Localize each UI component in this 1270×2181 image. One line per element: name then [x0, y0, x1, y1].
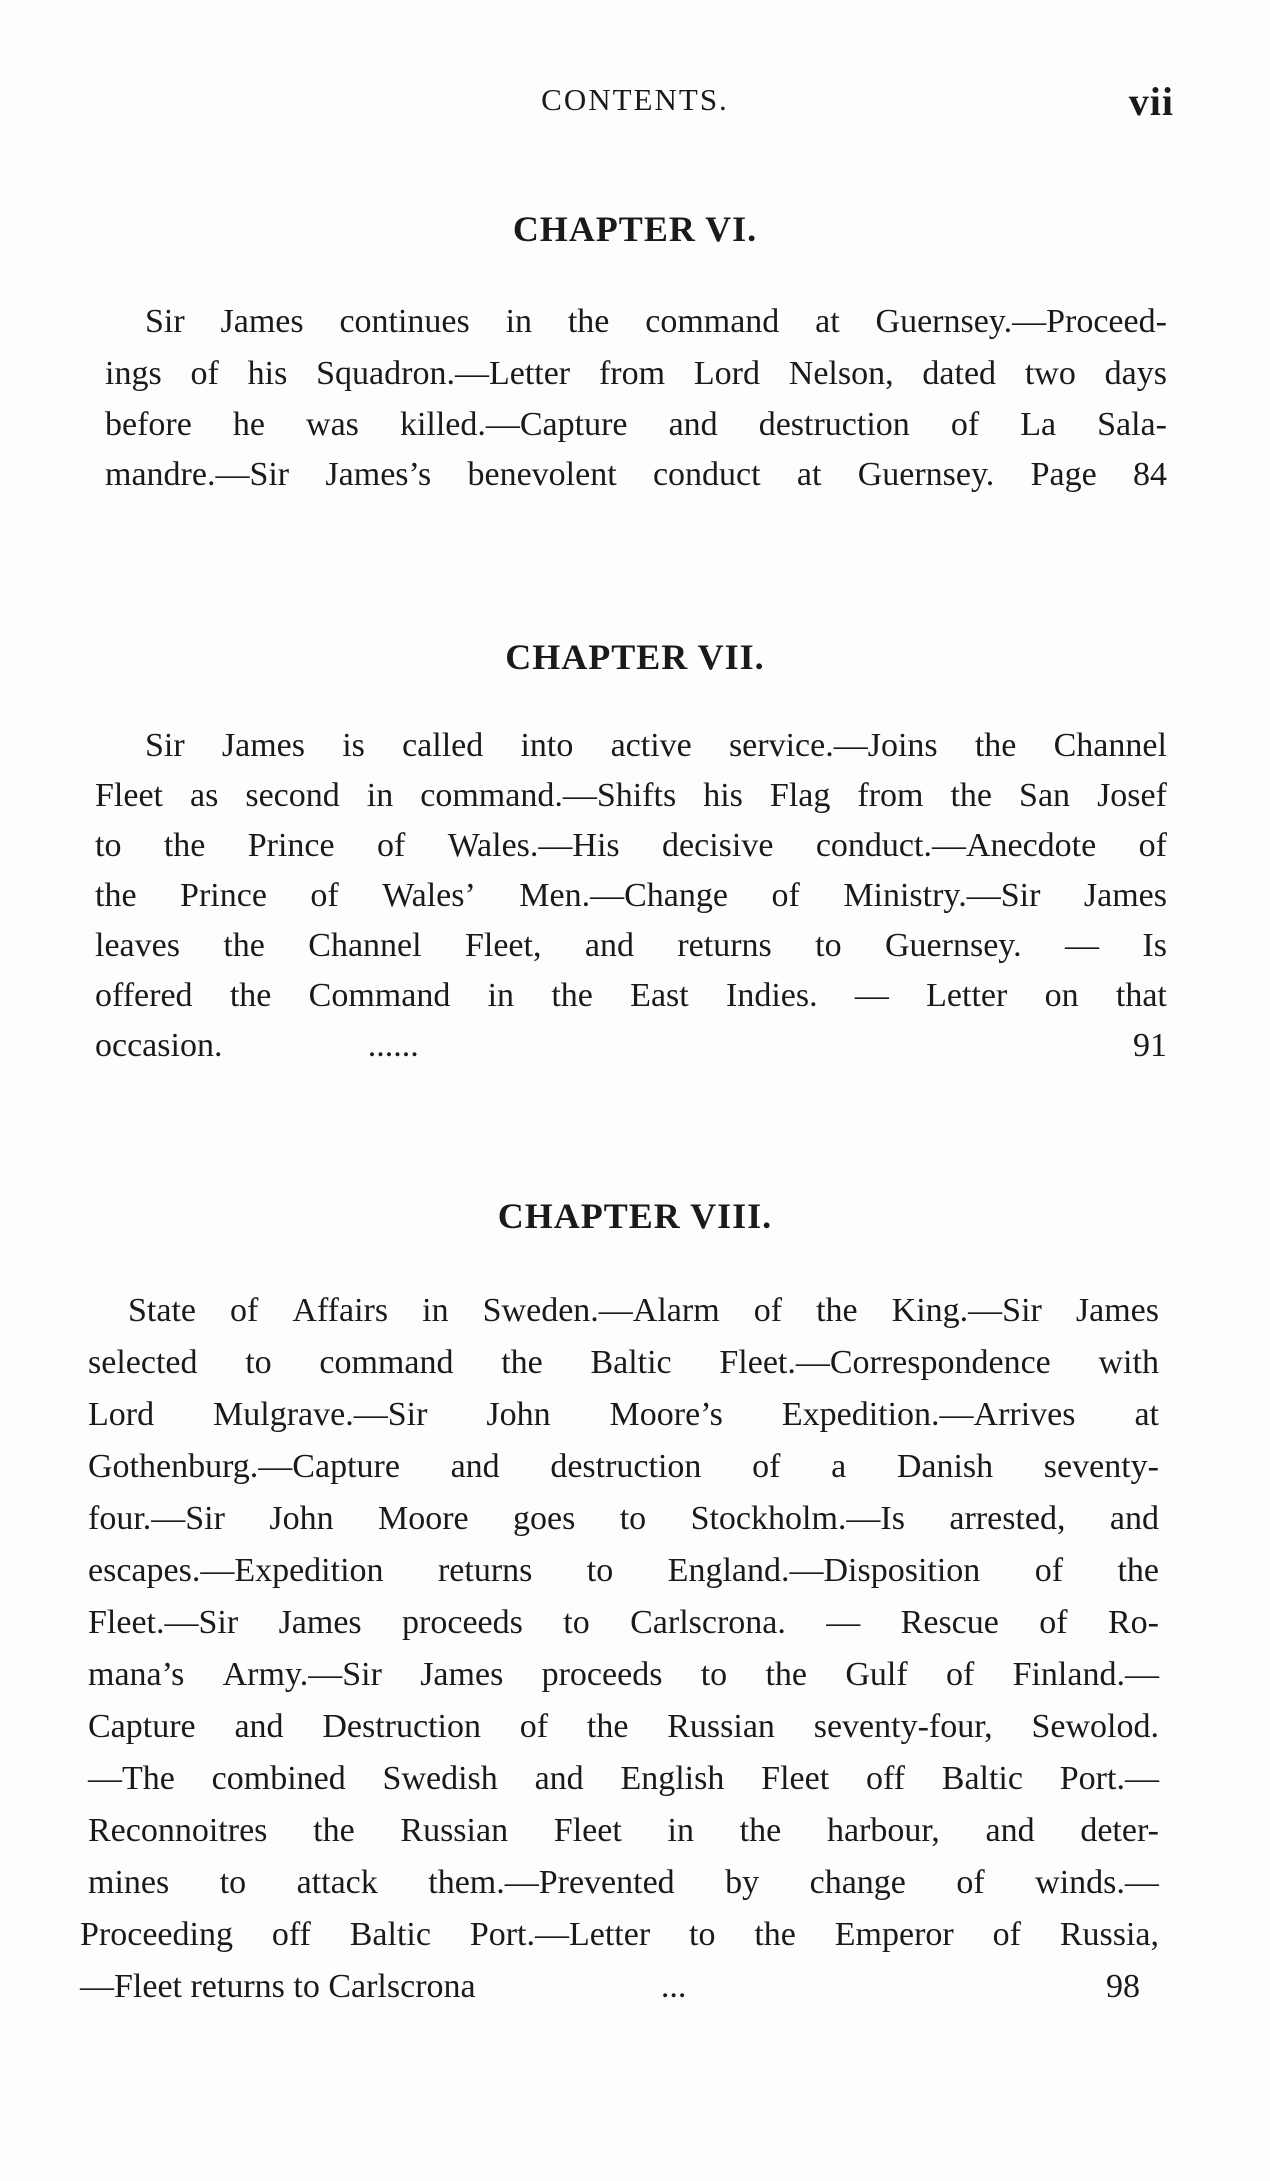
toc-line: leaves the Channel Fleet, and returns to Guernsey. — Is: [95, 927, 1167, 964]
toc-line: Gothenburg.—Capture and destruction of a Danish seventy-: [88, 1448, 1159, 1485]
toc-line: Sir James is called into active service.—Joins the Channel: [145, 727, 1167, 764]
toc-line: State of Affairs in Sweden.—Alarm of the King.—Sir James: [128, 1292, 1159, 1329]
toc-line: the Prince of Wales’ Men.—Change of Ministry.—Sir James: [95, 877, 1167, 914]
toc-line: mana’s Army.—Sir James proceeds to the Gulf of Finland.—: [88, 1656, 1159, 1693]
toc-line: —The combined Swedish and English Fleet off Baltic Port.—: [88, 1760, 1159, 1797]
page-reference: 91: [1132, 1027, 1167, 1064]
page-number: vii: [1128, 79, 1174, 124]
chapter-viii: [0, 1195, 1270, 1237]
chapter-title: CHAPTER VII.: [505, 637, 765, 677]
toc-line: offered the Command in the East Indies. — Letter on that: [95, 977, 1167, 1014]
toc-line: Proceeding off Baltic Port.—Letter to the Emperor of Russia,: [80, 1916, 1159, 1953]
chapter-title: CHAPTER VI.: [512, 209, 758, 249]
chapter-vii: [0, 636, 1270, 678]
chapter-title: CHAPTER VIII.: [497, 1196, 773, 1236]
page-reference: 98: [1106, 1968, 1140, 2005]
toc-line-last: [80, 1968, 1140, 2006]
toc-line: mandre.—Sir James’s benevolent conduct at Guernsey. Page 84: [105, 456, 1167, 493]
toc-line: Lord Mulgrave.—Sir John Moore’s Expedition.—Arrives at: [88, 1396, 1159, 1433]
toc-line: Capture and Destruction of the Russian seventy-four, Sewolod.: [88, 1708, 1159, 1745]
running-header: [0, 78, 1270, 128]
toc-line: Sir James continues in the command at Guernsey.—Proceed-: [145, 303, 1167, 340]
toc-line-text: occasion.: [95, 1027, 223, 1064]
toc-line: mines to attack them.—Prevented by change of winds.—: [88, 1864, 1159, 1901]
toc-line-last: [95, 1027, 1167, 1065]
toc-line: Fleet.—Sir James proceeds to Carlscrona. — Rescue of Ro-: [88, 1604, 1159, 1641]
running-title: CONTENTS.: [541, 82, 729, 117]
toc-line: Fleet as second in command.—Shifts his Flag from the San Josef: [95, 777, 1167, 814]
toc-line: four.—Sir John Moore goes to Stockholm.—Is arrested, and: [88, 1500, 1159, 1537]
toc-line: Reconnoitres the Russian Fleet in the harbour, and deter-: [88, 1812, 1159, 1849]
leader-dots: ...: [660, 1968, 687, 2005]
toc-line: ings of his Squadron.—Letter from Lord Nelson, dated two days: [105, 355, 1167, 392]
toc-line: escapes.—Expedition returns to England.—Disposition of the: [88, 1552, 1159, 1589]
toc-line-text: —Fleet returns to Carlscrona: [80, 1968, 476, 2005]
toc-line: selected to command the Baltic Fleet.—Correspondence with: [88, 1344, 1159, 1381]
leader-dots: ......: [367, 1027, 419, 1064]
chapter-vi: [0, 208, 1270, 250]
toc-line: before he was killed.—Capture and destruction of La Sala-: [105, 406, 1167, 443]
toc-line: to the Prince of Wales.—His decisive conduct.—Anecdote of: [95, 827, 1167, 864]
